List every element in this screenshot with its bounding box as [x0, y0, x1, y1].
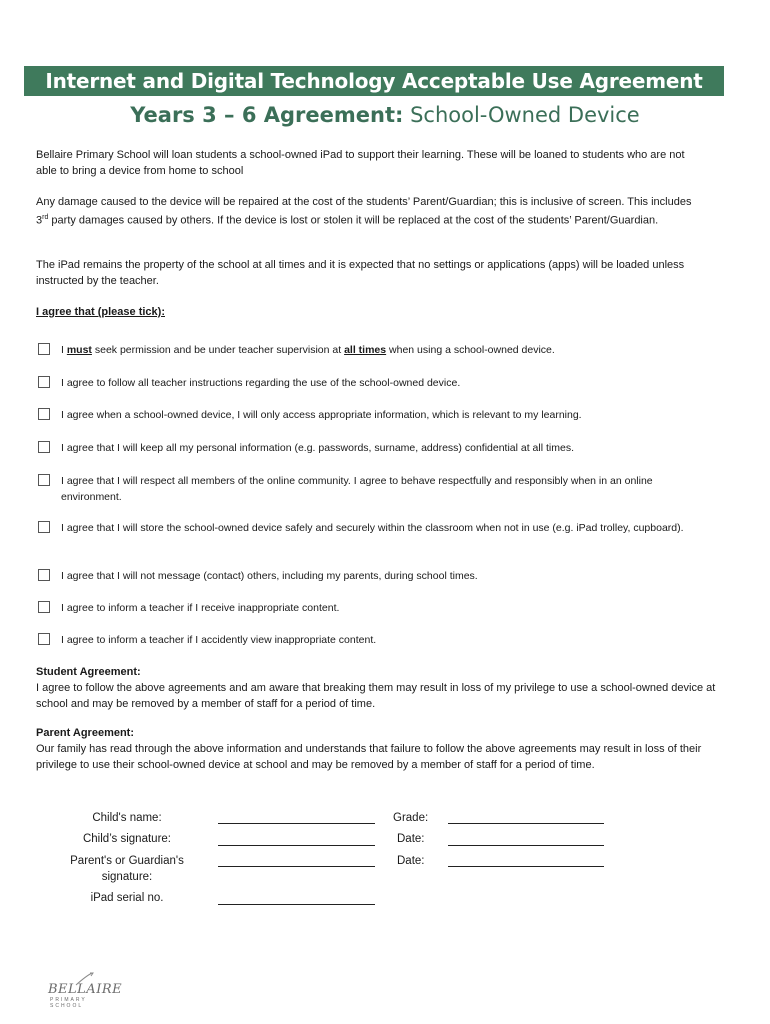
school-logo — [46, 972, 123, 1009]
checklist-item-label: I agree that I will respect all members of the online community. I agree to behave respectfully and responsibly when in an online environment. — [61, 475, 653, 503]
banner-title: Internet and Digital Technology Acceptable Use Agreement — [24, 66, 724, 96]
checklist-item-label — [61, 342, 711, 358]
grade-label: Grade: — [393, 812, 429, 824]
checkbox[interactable] — [38, 601, 50, 613]
parent-agreement-title: Parent Agreement: — [36, 727, 135, 739]
checklist-item-label: I agree to follow all teacher instructions regarding the use of the school-owned device. — [61, 377, 461, 389]
parent-signature-field[interactable] — [218, 866, 375, 867]
student-agreement-title: Student Agreement: — [36, 666, 141, 678]
intro-p2-start: Any damage caused to the device will be repaired at the cost of the students’ Parent/Guardian; this is inclusive of screen. This includes 3 — [36, 196, 692, 227]
checkbox[interactable] — [38, 441, 50, 453]
date-label-2: Date: — [397, 855, 425, 867]
intro-p2-sup: rd — [42, 214, 49, 221]
checklist-item-label: I agree when a school-owned device, I will only access appropriate information, which is relevant to my learning. — [61, 409, 582, 421]
item1-part-a: I — [61, 344, 67, 356]
checklist-item-label: I agree to inform a teacher if I receive inappropriate content. — [61, 602, 340, 614]
checklist-item-label: I agree that I will store the school-owned device safely and securely within the classroom when not in use (e.g. iPad trolley, cupboard). — [61, 522, 684, 534]
student-agreement-text: I agree to follow the above agreements and am aware that breaking them may result in loss of my privilege to use a school-owned device at school and may be removed by a member of staff for a period of time. — [36, 682, 716, 710]
grade-field[interactable] — [448, 823, 604, 824]
checklist-heading: I agree that (please tick): — [36, 306, 165, 318]
child-signature-label: Child’s signature: — [82, 833, 171, 845]
date-field-2[interactable] — [448, 866, 604, 867]
child-name-label: Child's name: — [92, 812, 162, 824]
date-label-1: Date: — [397, 833, 425, 845]
ipad-serial-label: iPad serial no. — [90, 892, 164, 904]
page-subtitle — [0, 100, 770, 130]
intro-paragraph-1: Bellaire Primary School will loan students a school-owned iPad to support their learning. These will be loaned to students who are not able to bring a device from home to school — [36, 149, 685, 177]
checkbox[interactable] — [38, 343, 50, 355]
item1-must: must — [66, 344, 92, 356]
checkbox[interactable] — [38, 376, 50, 388]
subtitle-device: School-Owned Device — [410, 103, 640, 127]
logo-name: BELLAIRE — [48, 982, 123, 997]
ipad-serial-field[interactable] — [218, 904, 375, 905]
intro-p2-end: party damages caused by others. If the device is lost or stolen it will be replaced at the cost of the students’ Parent/Guardian. — [48, 214, 659, 227]
item1-part-b: seek permission and be under teacher supervision at — [91, 344, 345, 356]
parent-signature-label: Parent's or Guardian's signature: — [70, 855, 184, 883]
checkbox[interactable] — [38, 474, 50, 486]
date-field-1[interactable] — [448, 845, 604, 846]
item1-all-times: all times — [344, 344, 387, 356]
subtitle-years: Years 3 – 6 Agreement: — [130, 103, 404, 127]
intro-paragraph-2 — [36, 194, 696, 229]
child-signature-field[interactable] — [218, 845, 375, 846]
child-name-field[interactable] — [218, 823, 375, 824]
logo-subtitle: PRIMARY SCHOOL — [50, 997, 87, 1009]
checkbox[interactable] — [38, 569, 50, 581]
intro-paragraph-3: The iPad remains the property of the school at all times and it is expected that no settings or applications (apps) will be loaded unless instructed by the teacher. — [36, 259, 685, 287]
item1-part-c: when using a school-owned device. — [386, 344, 555, 356]
checkbox[interactable] — [38, 633, 50, 645]
checklist-item-label: I agree that I will not message (contact) others, including my parents, during school times. — [61, 570, 478, 582]
checklist-item-label: I agree that I will keep all my personal information (e.g. passwords, surname, address) confidential at all times. — [61, 442, 574, 454]
checkbox[interactable] — [38, 521, 50, 533]
checklist-item-label: I agree to inform a teacher if I accidently view inappropriate content. — [61, 634, 377, 646]
checkbox[interactable] — [38, 408, 50, 420]
parent-agreement-text: Our family has read through the above information and understands that failure to follow the above agreements may result in loss of their privilege to use their school-owned device at school and may be removed by a member of staff for a period of time. — [36, 743, 702, 771]
